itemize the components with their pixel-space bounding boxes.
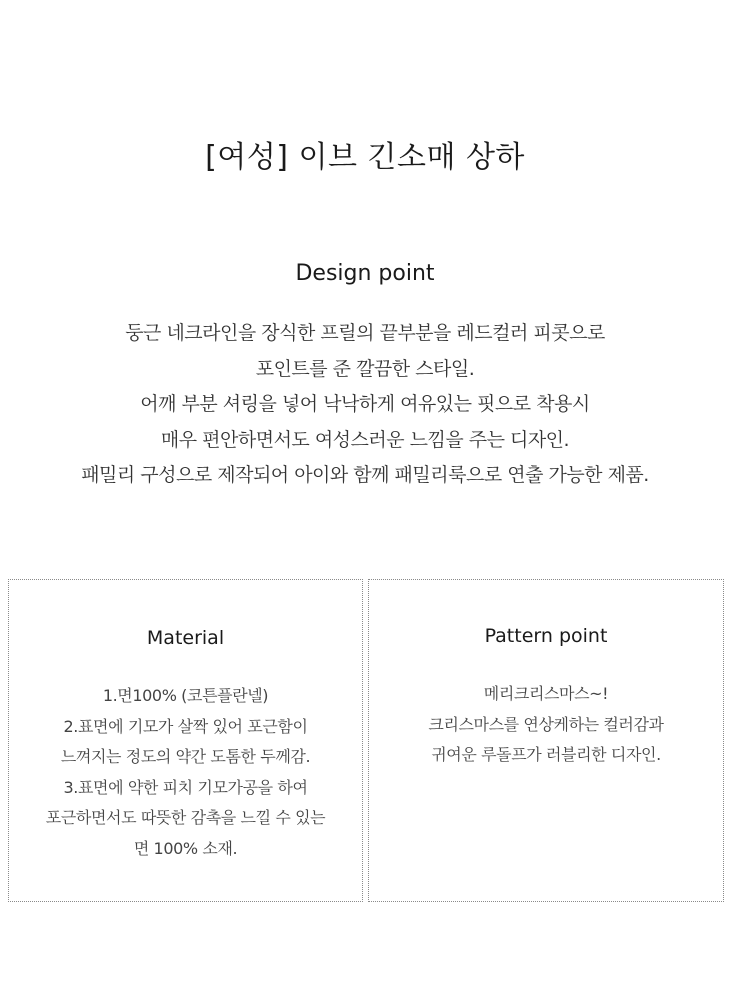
pattern-point-line: 귀여운 루돌프가 러블리한 디자인.	[431, 745, 661, 764]
material-line: 3.표면에 약한 피치 기모가공을 하여	[63, 777, 308, 797]
material-line: 2.표면에 기모가 살짝 있어 포근함이	[63, 716, 308, 736]
material-line: 느껴지는 정도의 약간 도톰한 두께감.	[60, 747, 311, 766]
design-point-description	[0, 316, 730, 494]
design-point-line: 패밀리 구성으로 제작되어 아이와 함께 패밀리룩으로 연출 가능한 제품.	[81, 464, 649, 486]
material-heading: Material	[146, 627, 225, 649]
pattern-point-line: 메리크리스마스~!	[483, 684, 609, 703]
material-description	[9, 681, 362, 864]
design-point-line: 매우 편안하면서도 여성스러운 느낌을 주는 디자인.	[160, 428, 570, 451]
material-line: 면 100% 소재.	[133, 838, 238, 858]
design-point-line: 어깨 부분 셔링을 넣어 낙낙하게 여유있는 핏으로 착용시	[140, 393, 590, 415]
pattern-point-description	[369, 679, 723, 771]
pattern-point-line: 크리스마스를 연상케하는 컬러감과	[428, 714, 664, 734]
design-point-heading: Design point	[295, 261, 435, 286]
product-title: [여성] 이브 긴소매 상하	[205, 140, 525, 175]
pattern-point-box	[368, 579, 724, 902]
design-point-line: 포인트를 준 깔끔한 스타일.	[255, 357, 475, 380]
material-box	[8, 579, 363, 902]
material-line: 포근하면서도 따뜻한 감촉을 느낄 수 있는	[45, 808, 326, 827]
pattern-point-heading: Pattern point	[484, 625, 608, 647]
material-line: 1.면100% (코튼플란넬)	[102, 686, 269, 705]
design-point-line: 둥근 네크라인을 장식한 프릴의 끝부분을 레드컬러 피콧으로	[125, 322, 605, 344]
